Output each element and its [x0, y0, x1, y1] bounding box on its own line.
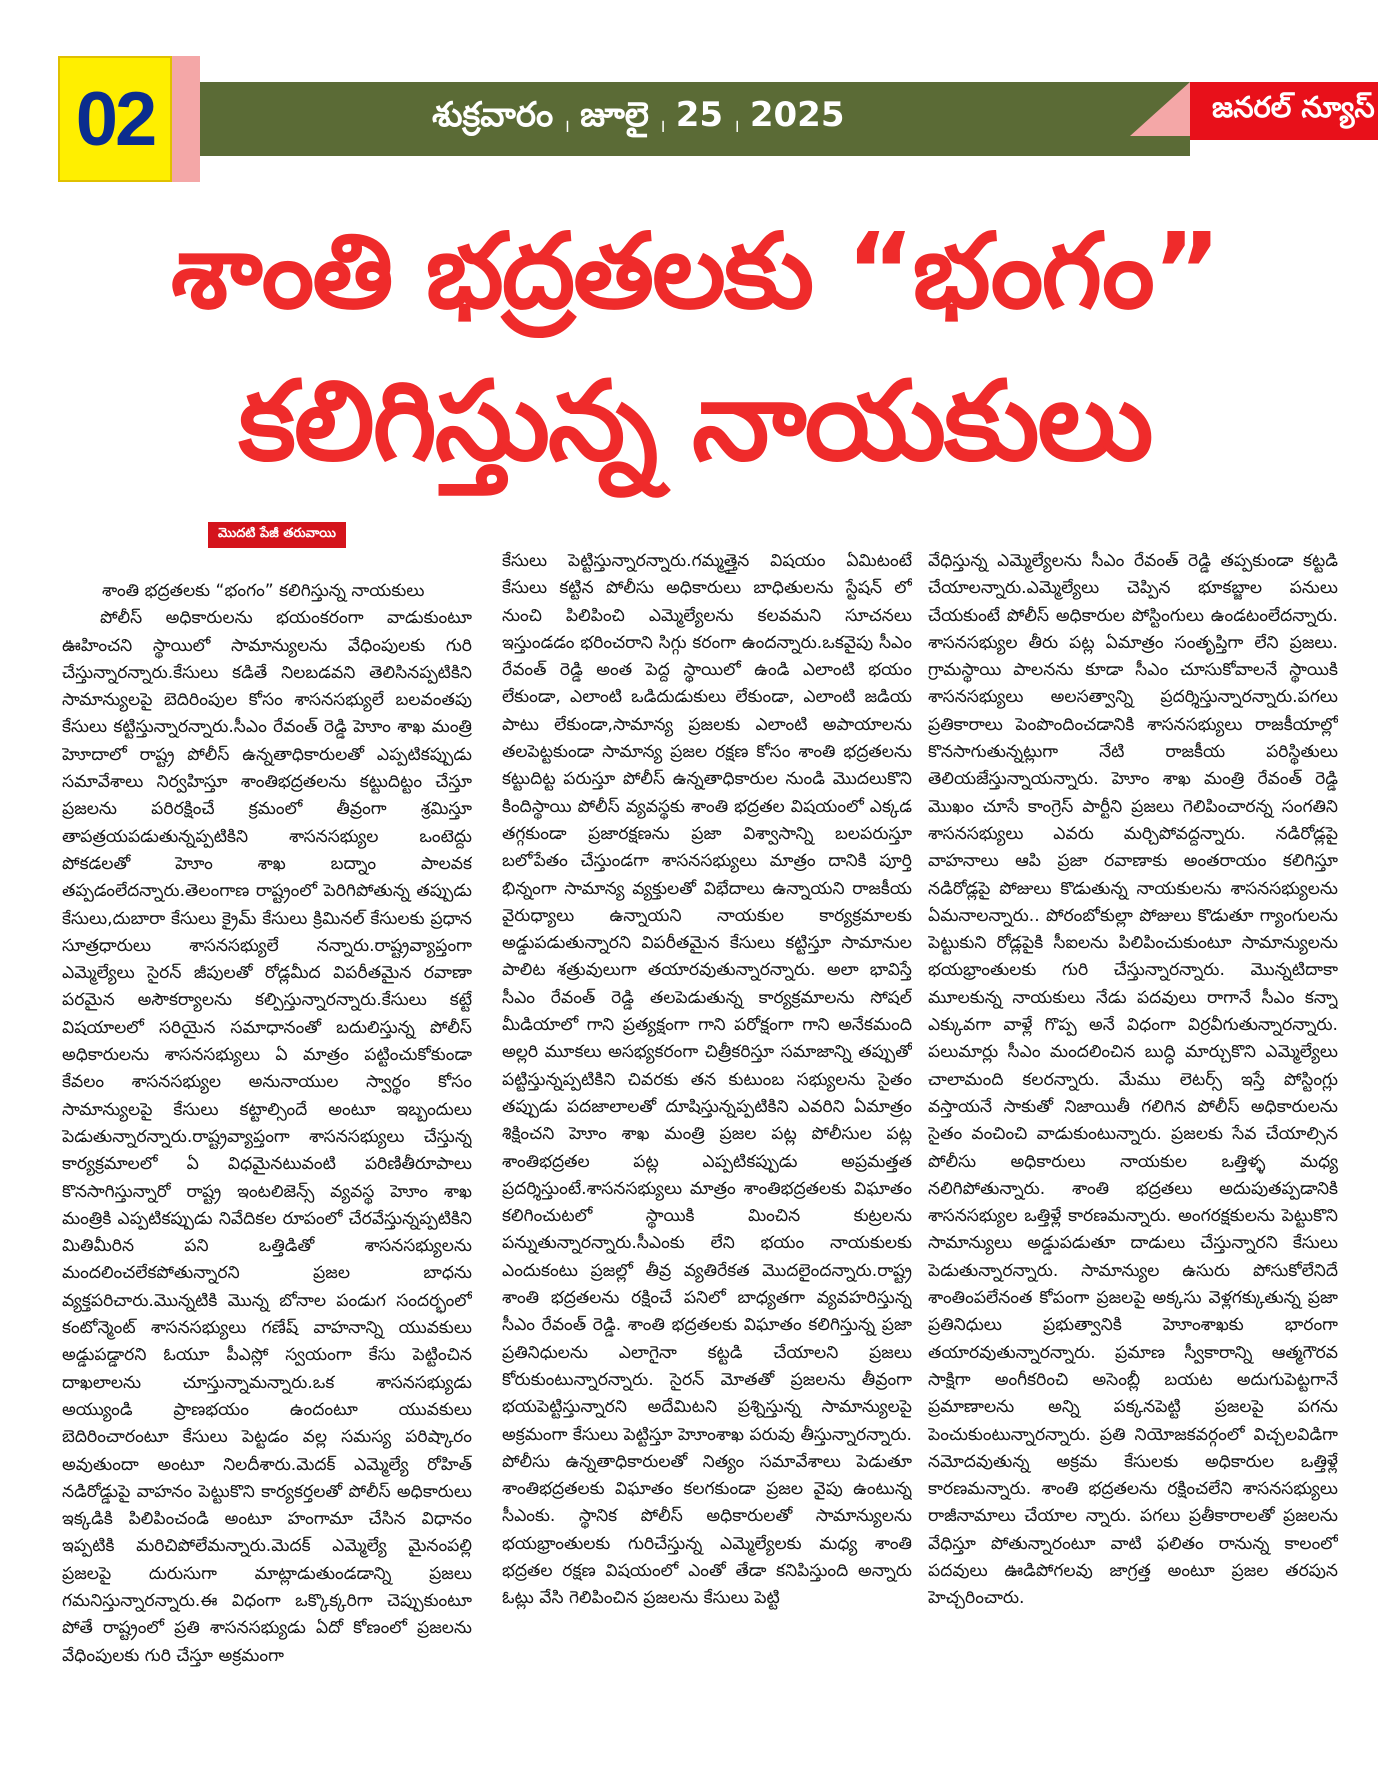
- article-paragraph: వేధిస్తున్న ఎమ్మెల్యేలను సీఎం రేవంత్ రెడ్డి తప్పకుండా కట్టడి చేయాలన్నారు.ఎమ్మెల్యేలు చెప్పిన భూకబ్జాల పనులు చేయకుంటే పోలీస్ అధికారుల పోస్టింగులు ఉండటంలేదన్నారు. శాసనసభ్యుల తీరు పట్ల ఏమాత్రం సంతృప్తిగా లేని ప్రజలు. గ్రామస్థాయి పాలనను కూడా సీఎం చూసుకోవాలనే స్థాయికి శాసనసభ్యులు అలసత్వాన్ని ప్రదర్శిస్తున్నారన్నారు.పగలు ప్రతికారాలు పెంపొందించడానికి శాసనసభ్యులు రాజకీయాల్లో కొనసాగుతున్నట్లుగా నేటి రాజకీయ పరిస్థితులు తెలియజేస్తున్నాయన్నారు. హెూం శాఖ మంత్రి రేవంత్ రెడ్డి మొఖం చూసే కాంగ్రెస్ పార్టీని ప్రజలు గెలిపించారన్న సంగతిని శాసనసభ్యులు ఎవరు మర్చిపోవద్దన్నారు. నడిరోడ్లపై వాహనాలు ఆపి ప్రజా రవాణాకు అంతరాయం కలిగిస్తూ నడిరోడ్లపై పోజులు కొడుతున్న నాయకులను శాసనసభ్యులను ఏమనాలన్నారు.. పోరంబోకుల్లా పోజులు కొడుతూ గ్యాంగులను పెట్టుకుని రోడ్లపైకి సీఐలను పిలిపించుకుంటూ సామాన్యులను భయభ్రాంతులకు గురి చేస్తున్నారన్నారు. మొన్నటిదాకా మూలకున్న నాయకులు నేడు పదవులు రాగానే సీఎం కన్నా ఎక్కువగా వాళ్లే గొప్ప అనే విధంగా విర్రవీగుతున్నారన్నారు. పలుమార్లు సీఎం మందలించిన బుద్ధి మార్చుకొని ఎమ్మెల్యేలు చాలామంది కలరన్నారు. మేము లెటర్స్ ఇస్తే పోస్టింగ్లు వస్తాయనే సాకుతో నిజాయితీ గలిగిన పోలీస్ అధికారులను సైతం వంచించి వాడుకుంటున్నారు. ప్రజలకు సేవ చేయాల్సిన పోలీసు అధికారులు నాయకుల ఒత్తిళ్ళ మధ్య నలిగిపోతున్నారు. శాంతి భద్రతలు అదుపుతప్పడానికి శాసనసభ్యుల ఒత్తిళ్లే కారణమన్నారు. అంగరక్షకులను పెట్టుకొని సామాన్యులు అడ్డుపడుతూ దాడులు చేస్తున్నారని కేసులు పెడుతున్నారన్నారు. సామాన్యుల ఉసురు పోసుకోలేనిదే శాంతింపలేనంత కోపంగా ప్రజలపై అక్కసు వెళ్లగక్కుతున్న ప్రజా ప్రతినిధులు ప్రభుత్వానికి హెూంశాఖకు భారంగా తయారవుతున్నారన్నారు. ప్రమాణ స్వీకారాన్ని ఆత్మగౌరవ సాక్షిగా అంగీకరించి అసెంబ్లీ బయట అదుగుపెట్టగానే ప్రమాణాలను అన్ని పక్కనపెట్టి ప్రజలపై పగను పెంచుకుంటున్నారన్నారు. ప్రతి నియోజకవర్గంలో విచ్చలవిడిగా నమోదవుతున్న అక్రమ కేసులకు అధికారుల ఒత్తిళ్లే కారణమన్నారు. శాంతి భద్రతలను రక్షించలేని శాసనసభ్యులు రాజీనామాలు చేయాల న్నారు. పగలు ప్రతీకారాలతో ప్రజలను వేధిస్తూ పోతున్నారంటూ వాటి ఫలితం రానున్న కాలంలో పదవులు ఊడిపోగలవు జాగ్రత్త అంటూ ప్రజల తరపున హెచ్చరించారు.: [928, 551, 1338, 1609]
- article-column-1: [62, 578, 472, 1778]
- article-paragraph: పోలీస్ అధికారులను భయంకరంగా వాడుకుంటూ ఊహించని స్థాయిలో సామాన్యులను వేధింపులకు గురి చేస్తున్నారన్నారు.కేసులు కడితే నిలబడవని తెలిసినప్పటికిని సామాన్యులపై బెదిరింపుల కోసం శాసనసభ్యులే బలవంతపు కేసులు కట్టిస్తున్నారన్నారు.సీఎం రేవంత్ రెడ్డి హెూం శాఖ మంత్రి హెూదాలో రాష్ట్ర పోలీస్ ఉన్నతాధికారులతో ఎప్పటికప్పుడు సమావేశాలు నిర్వహిస్తూ శాంతిభద్రతలను కట్టుదిట్టం చేస్తూ ప్రజలను పరిరక్షించే క్రమంలో తీవ్రంగా శ్రమిస్తూ తాపత్రయపడుతున్నప్పటికిని శాసనసభ్యుల ఒంటెద్దు పోకడలతో హెూం శాఖ బద్నాం పాలవక తప్పడంలేదన్నారు.తెలంగాణ రాష్ట్రంలో పెరిగిపోతున్న తప్పుడు కేసులు,దుబారా కేసులు క్రైమ్ కేసులు క్రిమినల్ కేసులకు ప్రధాన సూత్రధారులు శాసనసభ్యులే నన్నారు.రాష్ట్రవ్యాప్తంగా ఎమ్మెల్యేలు సైరన్ జీపులతో రోడ్లమీద విపరీతమైన రవాణా పరమైన అసౌకర్యాలను కల్పిస్తున్నారన్నారు.కేసులు కట్టే విషయాలలో సరియైన సమాధానంతో బదులిస్తున్న పోలీస్ అధికారులను శాసనసభ్యులు ఏ మాత్రం పట్టించుకోకుండా కేవలం శాసనసభ్యుల అనునాయుల స్వార్థం కోసం సామాన్యులపై కేసులు కట్టాల్సిందే అంటూ ఇబ్బందులు పెడుతున్నారన్నారు.రాష్ట్రవ్యాప్తంగా శాసనసభ్యులు చేస్తున్న కార్యక్రమాలలో ఏ విధమైనటువంటి పరిణితీరూపాలు కొనసాగిస్తున్నారో రాష్ట్ర ఇంటలిజెన్స్ వ్యవస్థ హెూం శాఖ మంత్రికి ఎప్పటికప్పుడు నివేదికల రూపంలో చేరవేస్తున్నప్పటికిని మితిమీరిన పని ఒత్తిడితో శాసనసభ్యులను మందలించలేకపోతున్నారని ప్రజల బాధను వ్యక్తపరిచారు.మొన్నటికి మొన్న బోనాల పండుగ సందర్భంలో కంటోన్మెంట్ శాసనసభ్యులు గణేష్ వాహనాన్ని యువకులు అడ్డుపడ్డారని ఓయూ పీఎస్లో స్వయంగా కేసు పెట్టించిన దాఖలాలను చూస్తున్నామన్నారు.ఒక శాసనసభ్యుడు అయ్యుండి ప్రాణభయం ఉందంటూ యువకులు బెదిరించారంటూ కేసులు పెట్టడం వల్ల సమస్య పరిష్కారం అవుతుందా అంటూ నిలదీశారు.మెదక్ ఎమ్మెల్యే రోహిత్ నడిరోడ్డుపై వాహనం పెట్టుకొని కార్యకర్తలతో పోలీస్ అధికారులు ఇక్కడికి పిలిపించండి అంటూ హంగామా చేసిన విధానం ఇప్పటికి మరిచిపోలేమన్నారు.మెదక్ ఎమ్మెల్యే మైనంపల్లి ప్రజలపై దురుసుగా మాట్లాడుతుండడాన్ని ప్రజలు గమనిస్తున్నారన్నారు.ఈ విధంగా ఒక్కొక్కరిగా చెప్పుకుంటూ పోతే రాష్ట్రంలో ప్రతి శాసనసభ్యుడు ఏదో కోణంలో ప్రజలను వేధింపులకు గురి చేస్తూ అక్రమంగా: [62, 608, 472, 1666]
- article-lead: శాంతి భద్రతలకు “భంగం” కలిగిస్తున్న నాయకులు: [102, 581, 425, 601]
- article-paragraph: కేసులు పెట్టిస్తున్నారన్నారు.గమ్మత్తైన విషయం ఏమిటంటే కేసులు కట్టిన పోలీసు అధికారులు బాధితులను స్టేషన్ లో నుంచి పిలిపించి ఎమ్మెల్యేలను కలవమని సూచనలు ఇస్తుండడం భరించరాని సిగ్గు కరంగా ఉందన్నారు.ఒకవైపు సీఎం రేవంత్ రెడ్డి అంత పెద్ద స్థాయిలో ఉండి ఎలాంటి భయం లేకుండా, ఎలాంటి ఒడిదుడుకులు లేకుండా, ఎలాంటి జడియ పాటు లేకుండా,సామాన్య ప్రజలకు ఎలాంటి అపాయాలను తలపెట్టకుండా సామాన్య ప్రజల రక్షణ కోసం శాంతి భద్రతలను కట్టుదిట్ట పరుస్తూ పోలీస్ ఉన్నతాధికారుల నుండి మొదలుకొని కిందిస్థాయి పోలీస్ వ్యవస్థకు శాంతి భద్రతల విషయంలో ఎక్కడ తగ్గకుండా ప్రజారక్షణను ప్రజా విశ్వాసాన్ని బలపరుస్తూ బలోపేతం చేస్తుండగా శాసనసభ్యులు మాత్రం దానికి పూర్తి భిన్నంగా సామాన్య వ్యక్తులతో విభేదాలు ఉన్నాయని రాజకీయ వైరుధ్యాలు ఉన్నాయని నాయకుల కార్యక్రమాలకు అడ్డుపడుతున్నారని విపరీతమైన కేసులు కట్టిస్తూ సామానుల పాలిట శత్రువులుగా తయారవుతున్నారన్నారు. అలా భావిస్తే సీఎం రేవంత్ రెడ్డి తలపెడుతున్న కార్యక్రమాలను సోషల్ మీడియాలో గాని ప్రత్యక్షంగా గాని పరోక్షంగా గాని అనేకమంది అల్లరి మూకలు అసభ్యకరంగా చిత్రీకరిస్తూ సమాజాన్ని తప్పుతో పట్టిస్తున్నప్పటికిని చివరకు తన కుటుంబ సభ్యులను సైతం తప్పుడు పదజాలాలతో దూషిస్తున్నప్పటికిని ఎవరిని ఏమాత్రం శిక్షించని హెూం శాఖ మంత్రి ప్రజల పట్ల పోలీసుల పట్ల శాంతిభద్రతల పట్ల ఎప్పటికప్పుడు అప్రమత్తత ప్రదర్శిస్తుంటే.శాసనసభ్యులు మాత్రం శాంతిభద్రతలకు విఘాతం కలిగించుటలో స్థాయికి మించిన కుట్రలను పన్నుతున్నారన్నారు.సీఎంకు లేని భయం నాయకులకు ఎందుకంటు ప్రజల్లో తీవ్ర వ్యతిరేకత మొదలైందన్నారు.రాష్ట్ర శాంతి భద్రతలను రక్షించే పనిలో బాధ్యతగా వ్యవహరిస్తున్న సీఎం రేవంత్ రెడ్డి. శాంతి భద్రతలకు విఘాతం కలిగిస్తున్న ప్రజా ప్రతినిధులను ఎలాగైనా కట్టడి చేయాలని ప్రజలు కోరుకుంటున్నారన్నారు. సైరన్ మోతతో ప్రజలను తీవ్రంగా భయపెట్టిస్తున్నారని అదేమిటని ప్రశ్నిస్తున్న సామాన్యులపై అక్రమంగా కేసులు పెట్టిస్తూ హెూంశాఖ పరువు తీస్తున్నారన్నారు. పోలీసు ఉన్నతాధికారులతో నిత్యం సమావేశాలు పెడుతూ శాంతిభద్రతలకు విఘాతం కలగకుండా ప్రజల వైపు ఉంటున్న సీఎంకు. స్థానిక పోలీస్ అధికారులతో సామాన్యులను భయభ్రాంతులకు గురిచేస్తున్న ఎమ్మెల్యేలకు మధ్య శాంతి భద్రతల రక్షణ విషయంలో ఎంతో తేడా కనిపిస్తుంది అన్నారు ఓట్లు వేసి గెలిపించిన ప్రజలను కేసులు పెట్టి: [502, 551, 912, 1609]
- section-tab-fold: [1130, 82, 1190, 136]
- dateline: [432, 95, 845, 143]
- headline-line-2: కలిగిస్తున్న నాయకులు: [238, 357, 1152, 485]
- date-month: జూలై: [580, 95, 649, 135]
- date-day: శుక్రవారం: [432, 95, 554, 135]
- date-separator: ।: [733, 116, 740, 137]
- article-column-2: [502, 548, 912, 1778]
- section-label: జనరల్ న్యూస్: [1190, 82, 1378, 140]
- date-separator: ।: [658, 116, 666, 137]
- date-year: 2025: [749, 95, 845, 135]
- page-number-tab: [172, 56, 200, 182]
- headline: [60, 196, 1330, 496]
- page-number: 02: [58, 56, 172, 182]
- continuation-tag: మొదటి పేజీ తరువాయి: [208, 522, 346, 548]
- headline-line-1: శాంతి భద్రతలకు “భంగం”: [170, 210, 1220, 332]
- date-separator: ।: [563, 116, 571, 137]
- date-bar: [200, 82, 1190, 156]
- date-number: 25: [675, 95, 724, 135]
- article-column-3: [928, 548, 1338, 1778]
